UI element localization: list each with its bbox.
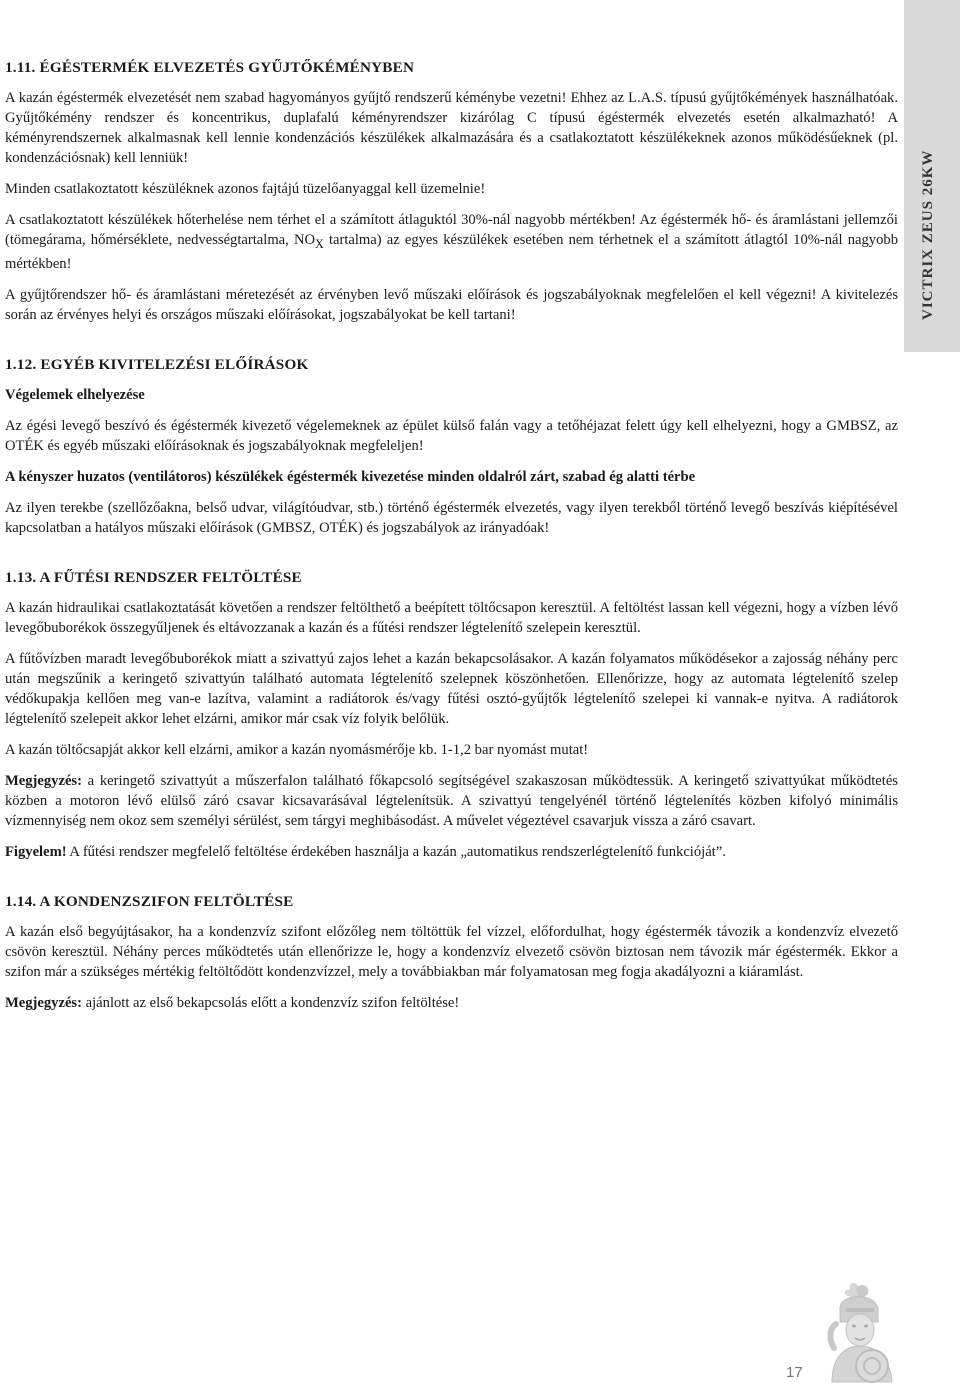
section-1-12	[5, 355, 898, 538]
section-1-14	[5, 892, 898, 1013]
paragraph	[5, 771, 898, 831]
text: tartalma) az egyes készülékek esetében nem térhetnek el a számított átlagtól 10%-nál nagyobb mértékben!	[5, 232, 898, 272]
text: a keringető szivattyút a műszerfalon található főkapcsoló segítségével szakaszosan működtessük. A keringető szivattyúkat működtetés közben a motoron lévő elülső záró csavar kicsavarásával légtelenítsük. A szivattyú tengelyénél történő légtelenítés közben kifolyó minimális vízmennyiség nem okoz sem személyi sérülést, sem tárgyi meghibásodást. A művelet végeztével csavarjuk vissza a záró csavart.	[5, 772, 898, 829]
section-1-11	[5, 58, 898, 325]
note-label: Megjegyzés:	[5, 994, 82, 1011]
paragraph: A kazán égéstermék elvezetését nem szabad hagyományos gyűjtő rendszerű kéménybe vezetni! Ehhez az L.A.S. típusú gyűjtőkémények használhatóak. Gyűjtőkémény rendszer és koncentrikus, duplafalú kéményrendszer kizárólag C típusú égéstermék elvezetés esetén alkalmazható! A kéményrendszernek alkalmasnak kell lennie kondenzációs készülékek alkalmazására és a csatlakoztatott készülékeknek azonos működésűeknek (pl. kondenzációsnak) kell lenniük!	[5, 90, 898, 166]
subheading: Végelemek elhelyezése	[5, 386, 145, 403]
section-1-13	[5, 568, 898, 862]
paragraph: Az égési levegő beszívó és égéstermék kivezető végelemeknek az épület külső falán vagy a tetőhéjazat felett úgy kell elhelyezni, hogy a GMBSZ, az OTÉK és egyéb műszaki előírásoknak és jogszabályoknak megfeleljen!	[5, 417, 898, 454]
paragraph: Minden csatlakoztatott készüléknek azonos fajtájú tüzelőanyaggal kell üzemelnie!	[5, 181, 486, 197]
warrior-logo-icon	[810, 1278, 915, 1383]
warning-label: Figyelem!	[5, 843, 67, 860]
page-number: 17	[786, 1364, 803, 1381]
text: A csatlakoztatott készülékek hőterhelése nem térhet el a számított átlaguktól 30%-nál nagyobb mértékben! Az égéstermék hő- és áramlástani jellemzői (tömegárama, hőmérséklete, nedvességtartalma, NO	[5, 212, 898, 248]
paragraph: A fűtővízben maradt levegőbuborékok miatt a szivattyú zajos lehet a kazán bekapcsolásakor. A kazán folyamatos működésekor a zajosság néhány perc után megszűnik a keringető szivattyún található automata légtelenítő szelepnek köszönhetően. Ellenőrizze, hogy az automata légtelenítő szelep védőkupakja kellően meg van-e lazítva, valamint a radiátorok és/vagy fűtési osztó-gyűjtők légtelenítő szelepei ki vannak-e nyitva. A radiátorok légtelenítő szelepeit akkor lehet elzárni, amikor már csak víz folyik belőlük.	[5, 650, 898, 727]
paragraph: A kazán töltőcsapját akkor kell elzárni, amikor a kazán nyomásmérője kb. 1-1,2 bar nyomást mutat!	[5, 741, 589, 758]
paragraph	[5, 842, 898, 862]
section-heading: 1.14. A KONDENZSZIFON FELTÖLTÉSE	[5, 892, 294, 910]
section-heading: 1.13. A FŰTÉSI RENDSZER FELTÖLTÉSE	[5, 568, 302, 586]
paragraph: A gyűjtőrendszer hő- és áramlástani méretezését az érvényben levő műszaki előírások és jogszabályoknak megfelelően el kell végezni! A kivitelezés során az érvényes helyi és országos műszaki előírásokat, jogszabályokat be kell tartani!	[5, 286, 898, 323]
text: ajánlott az első bekapcsolás előtt a kondenzvíz szifon feltöltése!	[81, 994, 460, 1011]
side-tab-title: VICTRIX ZEUS 26KW	[920, 149, 936, 320]
section-heading: 1.11. ÉGÉSTERMÉK ELVEZETÉS GYŰJTŐKÉMÉNYBEN	[5, 59, 415, 76]
paragraph: A kazán hidraulikai csatlakoztatását követően a rendszer feltölthető a beépített töltőcsapon keresztül. A feltöltést lassan kell végezni, hogy a vízben lévő levegőbuborékok összegyűljenek és eltávozzanak a kazán és a fűtési rendszer légtelenítő szelepein keresztül.	[5, 599, 898, 636]
paragraph: A kazán első begyújtásakor, ha a kondenzvíz szifont előzőleg nem töltöttük fel vízzel, előfordulhat, hogy égéstermék távozik a kondenzvíz elvezető csövön keresztül. Néhány perces működtetés után ellenőrizze le, hogy a kondenzvíz elvezető csövön biztosan nem távozik már égéstermék. Ekkor a szifon már a szükséges mértékig feltöltődött kondenzvízzel, mely a továbbiakban már folyamatosan meg fogja akadályozni a kiáramlást.	[5, 923, 898, 980]
text: A fűtési rendszer megfelelő feltöltése érdekében használja a kazán „automatikus rendszerlégtelenítő funkcióját”.	[66, 843, 726, 860]
page-content	[5, 58, 898, 1043]
paragraph	[5, 993, 898, 1013]
note-label: Megjegyzés:	[5, 772, 82, 789]
section-heading: 1.12. EGYÉB KIVITELEZÉSI ELŐÍRÁSOK	[5, 355, 309, 373]
subheading: A kényszer huzatos (ventilátoros) készülékek égéstermék kivezetése minden oldalról zárt, szabad ég alatti térbe	[5, 468, 696, 485]
subscript: X	[315, 236, 324, 251]
paragraph: Az ilyen terekbe (szellőzőakna, belső udvar, világítóudvar, stb.) történő égéstermék elvezetés, vagy ilyen terekből történő levegő beszívás kiépítésével kapcsolatban a hatályos műszaki előírások (GMBSZ, OTÉK) és jogszabályok az irányadóak!	[5, 499, 898, 536]
paragraph	[5, 210, 898, 274]
